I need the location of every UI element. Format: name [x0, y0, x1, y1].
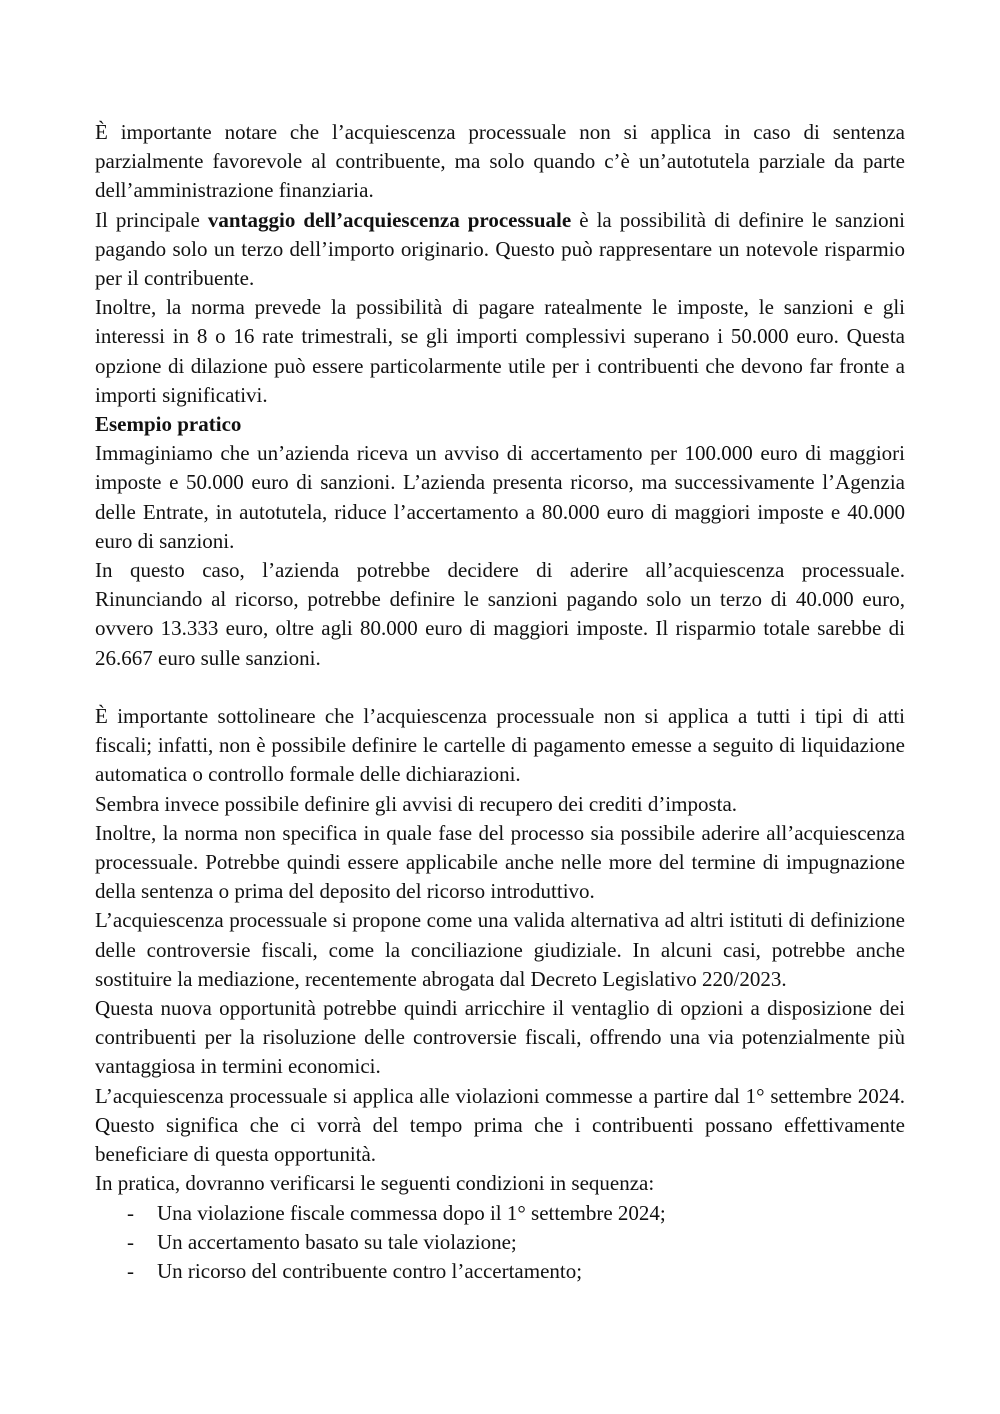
list-dash: -	[127, 1229, 134, 1254]
advantage-rest-text: è la possibilità di definire le sanzioni pagando solo un terzo dell’importo originario. Questo può rappresentare un notevole risparmio per il contribuente.	[95, 207, 905, 291]
list-item-text: Un ricorso del contribuente contro l’accertamento;	[157, 1258, 583, 1283]
paragraph-partial-autotutela: È importante notare che l’acquiescenza processuale non si applica in caso di sentenza parzialmente favorevole al contribuente, ma solo quando c’è un’autotutela parziale da parte dell’amministrazione finanziaria.	[95, 120, 905, 203]
paragraph-scope-limits: È importante sottolineare che l’acquiescenza processuale non si applica a tutti i tipi di atti fiscali; infatti, non è possibile definire le cartelle di pagamento emesse a seguito di liquidazione automatica o controllo formale delle dichiarazioni.	[95, 704, 905, 787]
list-dash: -	[127, 1258, 134, 1283]
list-item	[95, 1199, 905, 1228]
document-page	[95, 118, 905, 1286]
paragraph-conditions-intro: In pratica, dovranno verificarsi le seguenti condizioni in sequenza:	[95, 1171, 655, 1196]
paragraph-example-outcome: In questo caso, l’azienda potrebbe decidere di aderire all’acquiescenza processuale. Rinunciando al ricorso, potrebbe definire le sanzioni pagando solo un terzo di 40.000 euro, ovvero 13.333 euro, oltre agli 80.000 euro di maggiori imposte. Il risparmio totale sarebbe di 26.667 euro sulle sanzioni.	[95, 558, 905, 670]
paragraph-process-phase: Inoltre, la norma non specifica in quale fase del processo sia possibile aderire all’acquiescenza processuale. Potrebbe quindi essere applicabile anche nelle more del termine di impugnazione della sentenza o prima del deposito del ricorso introduttivo.	[95, 820, 905, 904]
paragraph-tax-credits: Sembra invece possibile definire gli avvisi di recupero dei crediti d’imposta.	[95, 791, 738, 816]
paragraph-opportunity: Questa nuova opportunità potrebbe quindi arricchire il ventaglio di opzioni a disposizione dei contribuenti per la risoluzione delle controversie fiscali, offrendo una via potenzialmente più vantaggiosa in termini economici.	[95, 996, 905, 1079]
list-item	[95, 1228, 905, 1257]
paragraph-installments: Inoltre, la norma prevede la possibilità di pagare ratealmente le imposte, le sanzioni e gli interessi in 8 o 16 rate trimestrali, se gli importi complessivi superano i 50.000 euro. Questa opzione di dilazione può essere particolarmente utile per i contribuenti che devono far fronte a importi significativi.	[95, 295, 905, 407]
list-item-text: Un accertamento basato su tale violazione;	[157, 1229, 517, 1254]
paragraph-alternative: L’acquiescenza processuale si propone come una valida alternativa ad altri istituti di definizione delle controversie fiscali, come la conciliazione giudiziale. In alcuni casi, potrebbe anche sostituire la mediazione, recentemente abrogata dal Decreto Legislativo 220/2023.	[95, 908, 905, 991]
paragraph-effective-date: L’acquiescenza processuale si applica alle violazioni commesse a partire dal 1° settembre 2024. Questo significa che ci vorrà del tempo prima che i contribuenti possano effettivamente beneficiare di questa opportunità.	[95, 1083, 905, 1167]
conditions-list	[95, 1199, 905, 1287]
list-item-text: Una violazione fiscale commessa dopo il 1° settembre 2024;	[157, 1200, 666, 1225]
advantage-bold-text: vantaggio dell’acquiescenza processuale	[207, 207, 572, 232]
paragraph-advantage	[95, 206, 905, 294]
list-dash: -	[127, 1200, 134, 1225]
heading-practical-example: Esempio pratico	[95, 412, 242, 437]
blank-line	[95, 673, 905, 702]
paragraph-example-scenario: Immaginiamo che un’azienda riceva un avviso di accertamento per 100.000 euro di maggiori imposte e 50.000 euro di sanzioni. L’azienda presenta ricorso, ma successivamente l’Agenzia delle Entrate, in autotutela, riduce l’accertamento a 80.000 euro di maggiori imposte e 40.000 euro di sanzioni.	[95, 441, 905, 553]
list-item	[95, 1257, 905, 1286]
advantage-intro-text: Il principale	[95, 207, 208, 232]
